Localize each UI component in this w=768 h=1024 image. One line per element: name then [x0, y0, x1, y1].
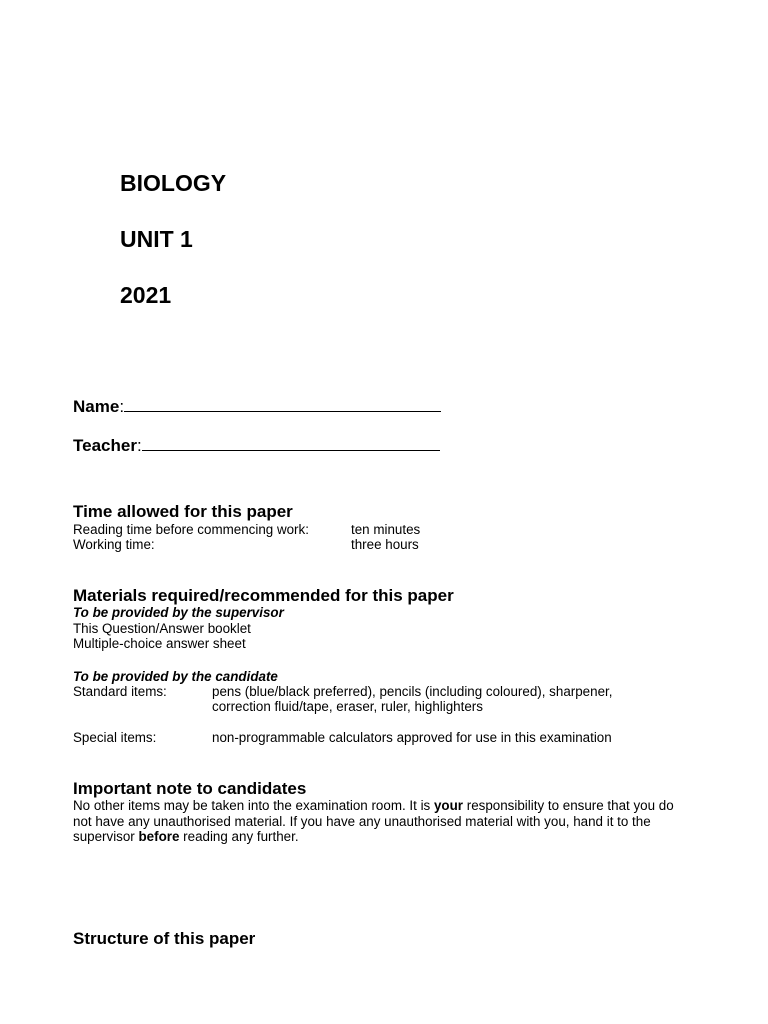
supervisor-heading: To be provided by the supervisor — [73, 605, 284, 620]
name-colon: : — [119, 397, 125, 416]
name-label: Name — [73, 397, 120, 416]
note-bold-your: your — [433, 798, 464, 813]
note-paragraph: No other items may be taken into the examination room. It is your responsibility to ensure that you do not have any unauthorised material. If you have any unauthorised material with you, hand it to the supervisor before reading any further. — [73, 798, 674, 844]
year-title: 2021 — [120, 282, 172, 308]
teacher-input-line[interactable] — [142, 433, 440, 451]
note-heading: Important note to candidates — [73, 779, 307, 798]
special-items-label: Special items: — [73, 730, 157, 745]
structure-heading: Structure of this paper — [73, 929, 256, 948]
supervisor-item: Multiple-choice answer sheet — [73, 636, 246, 651]
teacher-label: Teacher — [73, 436, 137, 455]
name-input-line[interactable] — [124, 394, 441, 412]
reading-time-label: Reading time before commencing work: — [73, 522, 309, 537]
unit-title: UNIT 1 — [120, 226, 193, 252]
standard-items-line1: pens (blue/black preferred), pencils (including coloured), sharpener, — [212, 684, 613, 699]
materials-heading: Materials required/recommended for this paper — [73, 586, 454, 605]
standard-items-label: Standard items: — [73, 684, 167, 699]
working-time-value: three hours — [351, 537, 419, 552]
name-field — [73, 394, 441, 417]
candidate-heading: To be provided by the candidate — [73, 669, 278, 684]
subject-title: BIOLOGY — [120, 170, 227, 196]
time-heading: Time allowed for this paper — [73, 502, 293, 521]
teacher-field — [73, 433, 440, 456]
teacher-colon: : — [136, 436, 142, 455]
special-items-value: non-programmable calculators approved for use in this examination — [212, 730, 612, 745]
standard-items-line2: correction fluid/tape, eraser, ruler, highlighters — [212, 699, 483, 714]
note-bold-before: before — [138, 829, 180, 844]
reading-time-value: ten minutes — [351, 522, 421, 537]
supervisor-item: This Question/Answer booklet — [73, 621, 251, 636]
working-time-label: Working time: — [73, 537, 155, 552]
